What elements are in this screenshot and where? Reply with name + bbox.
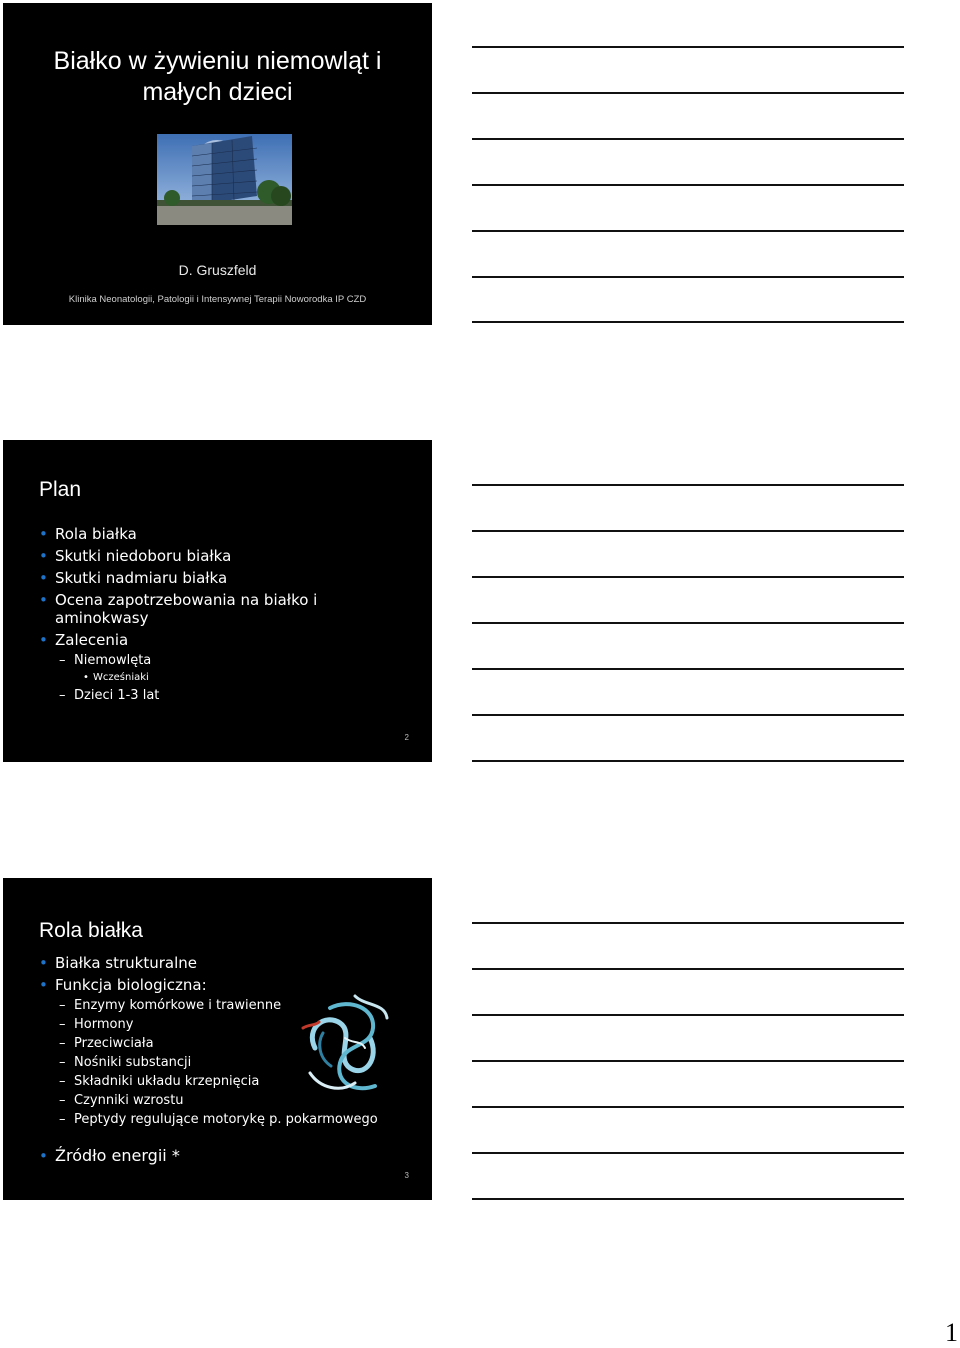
- note-line: [472, 714, 904, 716]
- note-line: [472, 138, 904, 140]
- role-list: [55, 954, 415, 1169]
- slide-plan: [3, 440, 432, 762]
- note-line: [472, 668, 904, 670]
- note-line: [472, 922, 904, 924]
- note-line: [472, 1198, 904, 1200]
- sub-list-item: – Hormony: [74, 1017, 415, 1032]
- sub-list-item: – Enzymy komórkowe i trawienne: [74, 998, 415, 1013]
- list-item: • Ocena zapotrzebowania na białko i aminokwasy: [55, 591, 325, 627]
- slide-role: [3, 878, 432, 1200]
- note-line: [472, 484, 904, 486]
- note-line: [472, 1014, 904, 1016]
- note-line: [472, 230, 904, 232]
- list-item: • Źródło energii *: [55, 1147, 415, 1165]
- note-line: [472, 530, 904, 532]
- note-line: [472, 184, 904, 186]
- note-line: [472, 968, 904, 970]
- note-line: [472, 760, 904, 762]
- slide-heading: Plan: [39, 478, 82, 501]
- note-line: [472, 622, 904, 624]
- slide-title-heading: Białko w żywieniu niemowląt i małych dzieci: [53, 47, 382, 106]
- list-item: • Skutki niedoboru białka: [55, 547, 415, 565]
- list-item: • Skutki nadmiaru białka: [55, 569, 415, 587]
- sub-list-item: – Niemowlęta: [74, 653, 415, 668]
- note-line: [472, 46, 904, 48]
- sub-list-item: – Peptydy regulujące motorykę p. pokarmowego: [74, 1112, 415, 1127]
- note-line: [472, 1152, 904, 1154]
- note-line: [472, 1060, 904, 1062]
- plan-list: [55, 525, 415, 707]
- page-number: 1: [945, 1318, 958, 1347]
- sub-list-item: – Nośniki substancji: [74, 1055, 415, 1070]
- slide-page-number: 2: [404, 733, 409, 742]
- note-line: [472, 321, 904, 323]
- list-item: • Białka strukturalne: [55, 954, 415, 972]
- note-line: [472, 576, 904, 578]
- sub-list-item: – Przeciwciała: [74, 1036, 415, 1051]
- sub-sub-list-item: • Wcześniaki: [93, 672, 415, 684]
- slide-heading: Rola białka: [39, 919, 143, 942]
- slide-title: [3, 3, 432, 325]
- sub-list-item: – Składniki układu krzepnięcia: [74, 1074, 415, 1089]
- sub-list-item: – Czynniki wzrostu: [74, 1093, 415, 1108]
- sub-list-item: – Dzieci 1-3 lat: [74, 688, 415, 703]
- note-line: [472, 276, 904, 278]
- list-item: • Zalecenia: [55, 631, 415, 649]
- list-item: • Funkcja biologiczna:: [55, 976, 415, 994]
- note-line: [472, 1106, 904, 1108]
- note-line: [472, 92, 904, 94]
- list-item: • Rola białka: [55, 525, 415, 543]
- affiliation: Klinika Neonatologii, Patologii i Intensywnej Terapii Noworodka IP CZD: [68, 294, 367, 305]
- slide-page-number: 3: [404, 1171, 409, 1180]
- author: D. Gruszfeld: [178, 262, 257, 278]
- building-photo: [157, 134, 292, 225]
